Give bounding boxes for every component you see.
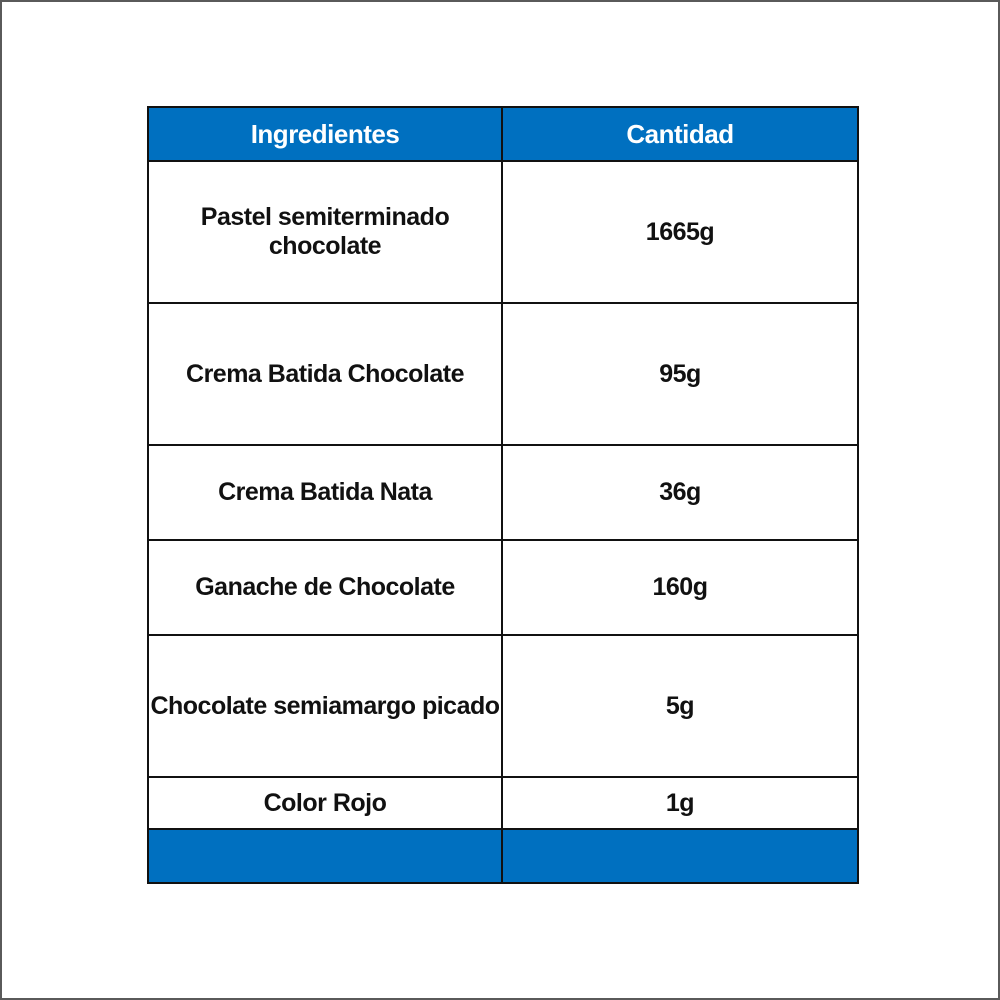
footer-cell-left	[148, 829, 502, 883]
header-cantidad: Cantidad	[502, 107, 858, 161]
quantity-cell: 5g	[502, 635, 858, 777]
header-ingredientes: Ingredientes	[148, 107, 502, 161]
quantity-cell: 1g	[502, 777, 858, 829]
ingredient-cell: Ganache de Chocolate	[148, 540, 502, 635]
table-row	[148, 303, 858, 445]
quantity-cell: 1665g	[502, 161, 858, 303]
ingredient-cell: Pastel semiterminado chocolate	[148, 161, 502, 303]
ingredients-table	[147, 106, 859, 884]
table-row	[148, 777, 858, 829]
table-footer-row	[148, 829, 858, 883]
ingredient-cell: Crema Batida Nata	[148, 445, 502, 540]
quantity-cell: 36g	[502, 445, 858, 540]
ingredient-cell: Color Rojo	[148, 777, 502, 829]
table-row	[148, 445, 858, 540]
table-row	[148, 161, 858, 303]
quantity-cell: 160g	[502, 540, 858, 635]
footer-cell-right	[502, 829, 858, 883]
table-row	[148, 540, 858, 635]
ingredient-cell: Crema Batida Chocolate	[148, 303, 502, 445]
ingredient-cell: Chocolate semiamargo picado	[148, 635, 502, 777]
quantity-cell: 95g	[502, 303, 858, 445]
table-row	[148, 635, 858, 777]
table-header-row	[148, 107, 858, 161]
